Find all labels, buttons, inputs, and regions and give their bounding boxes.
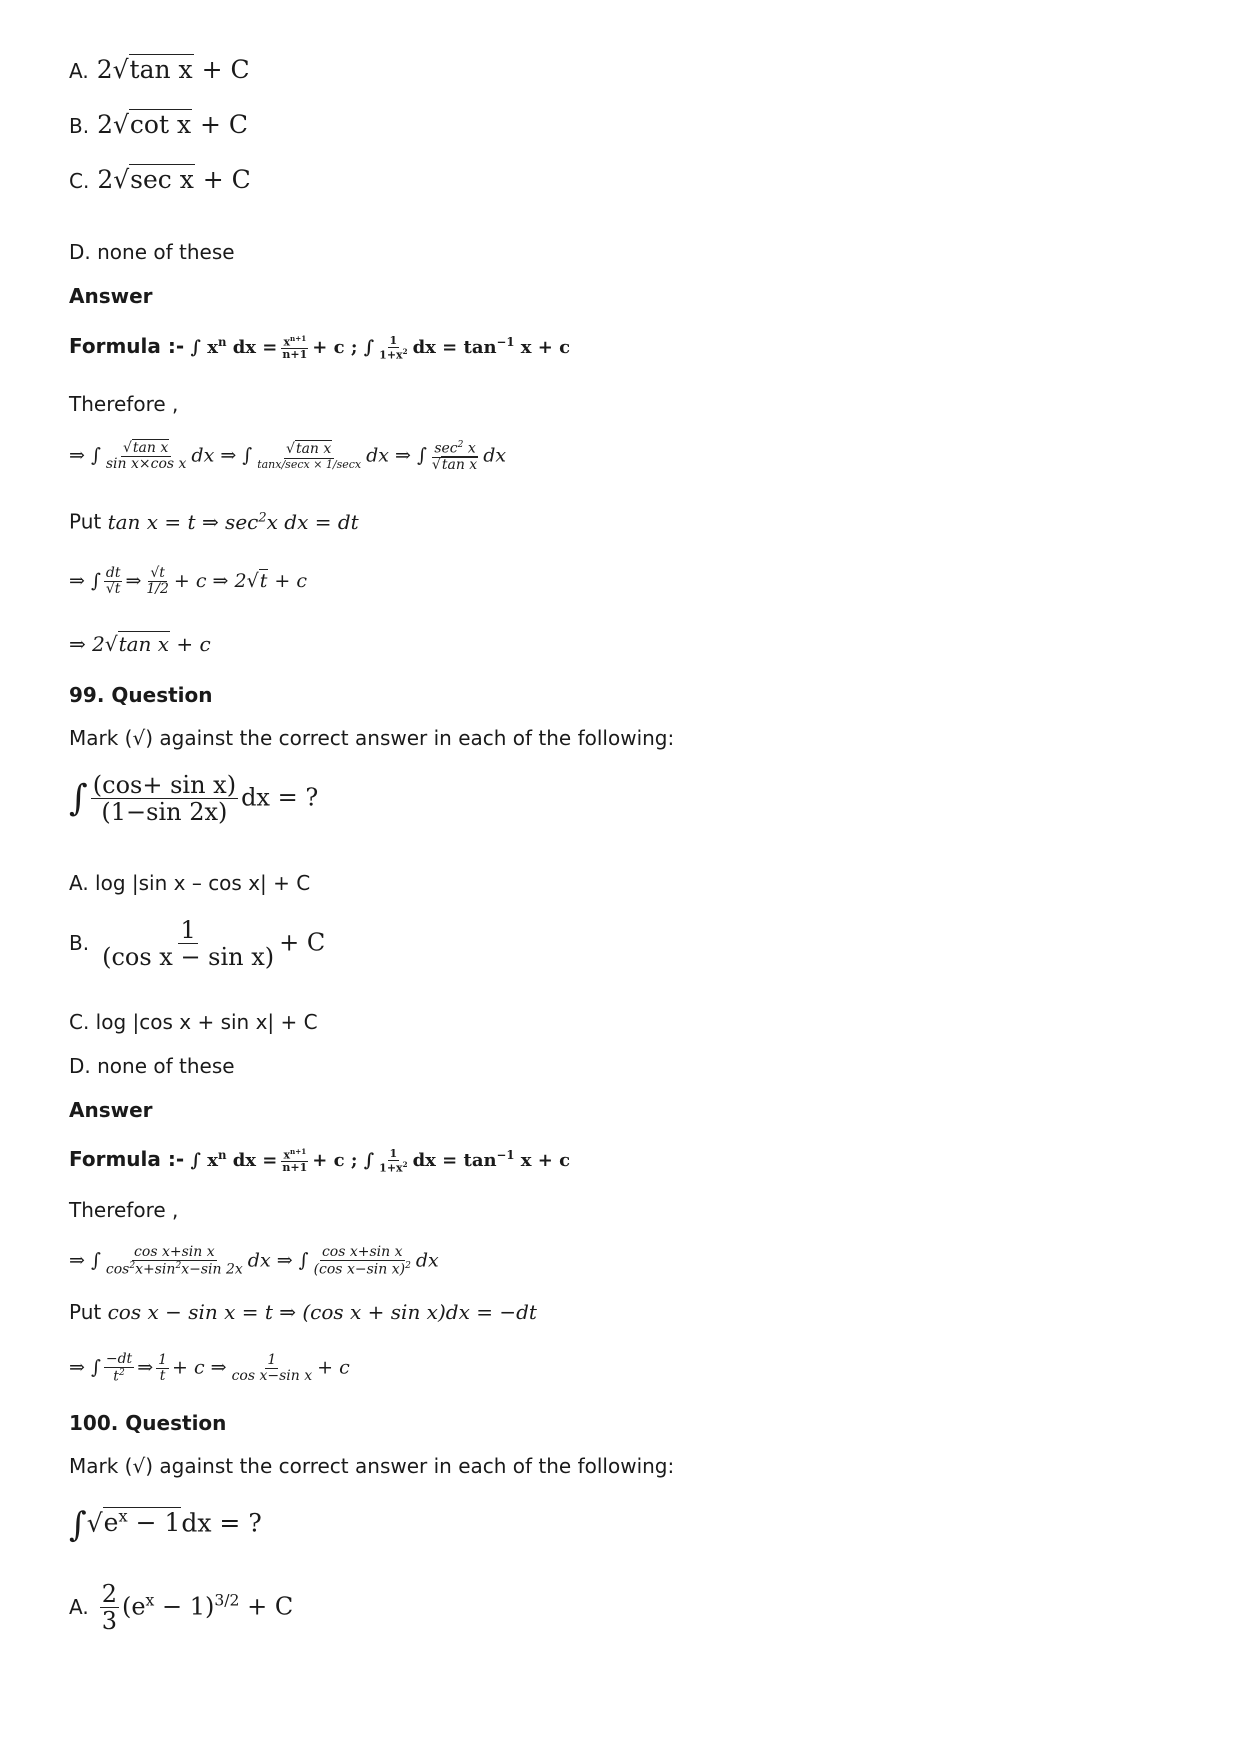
answer-heading: Answer xyxy=(69,284,153,308)
q99-option-d: D. none of these xyxy=(69,1054,235,1078)
formula-label: Formula :- xyxy=(69,334,185,358)
step-2: ⇒ ∫ $\frac{dt}{√t}$ ⇒ $\frac{√t}{1/2}$ + c ⇒ 2√t + c xyxy=(69,565,307,598)
q99-formula-label: Formula :- xyxy=(69,1147,185,1171)
step-3: ⇒ 2√tan x + c xyxy=(69,632,211,656)
put-line-1: Put tan x = t ⇒ $\sec^2x$ dx = dt xyxy=(69,509,359,534)
therefore-text: Therefore , xyxy=(69,392,179,416)
option-a-label: A. xyxy=(69,59,89,83)
q99-therefore-text: Therefore , xyxy=(69,1198,179,1222)
option-a: A. 2√tan x + C xyxy=(69,55,250,84)
q100-option-a: A. $\frac{2}{3}$ $(e^x - 1)^{3/2} + C$ xyxy=(69,1580,294,1636)
q99-answer-heading: Answer xyxy=(69,1098,153,1122)
option-d: D. none of these xyxy=(69,240,235,264)
q99-instruction: Mark (√) against the correct answer in each of the following: xyxy=(69,726,675,750)
option-b: B. 2√cot x + C xyxy=(69,110,249,139)
q99-heading: 99. Question xyxy=(69,683,213,707)
q99-option-b-label: B. xyxy=(69,931,90,956)
q99-step-1: ⇒ ∫ $\frac{\text{cos x+sin x}}{\cos^2x+\sin^2x-\sin 2x}$ dx ⇒ ∫ $\frac{\text{cos x+sin x}}{(\cos x-\sin x)^2}$ dx xyxy=(69,1244,439,1279)
q100-instruction: Mark (√) against the correct answer in each of the following: xyxy=(69,1454,675,1478)
option-a-expr: tan x xyxy=(129,55,193,84)
q99-put-line: Put cos x − sin x = t ⇒ (cos x + sin x)dx = −dt xyxy=(69,1300,537,1324)
option-c-expr: sec x xyxy=(130,165,194,194)
option-c: C. 2√sec x + C xyxy=(69,165,251,194)
put-label: Put xyxy=(69,509,102,534)
q99-step-2: ⇒ ∫ $\frac{-dt}{t^2}$ ⇒ $\frac{1}{t}$ + c ⇒ $\frac{1}{\text{cos x−sin x}}$ + c xyxy=(69,1351,350,1386)
q100-option-a-label: A. xyxy=(69,1595,89,1620)
option-c-label: C. xyxy=(69,169,90,193)
q99-question: ∫ $\frac{\text{(cos+ sin x)}}{(1-\sin 2x)}$ dx = ? xyxy=(69,771,319,827)
q100-heading: 100. Question xyxy=(69,1411,227,1435)
q99-option-c: C. log |cos x + sin x| + C xyxy=(69,1010,318,1034)
q100-question: $\int√e^x - 1dx$ = ? xyxy=(69,1504,262,1545)
q99-formula-line: Formula :- ∫ $x^n$ dx = $\frac{x^{n+1}}{n+1}$ + c ; ∫ $\frac{1}{1+x^2}$ dx = $\tan^{-1} x + c$ xyxy=(69,1146,571,1175)
q99-option-a: A. log |sin x – cos x| + C xyxy=(69,871,311,895)
option-b-expr: cot x xyxy=(129,110,192,139)
q99-option-b: B. $\frac{1}{\text{(cos x − sin x)}}$ + C xyxy=(69,916,326,972)
step-1: ⇒ ∫ $\frac{\text{√tan x}}{\text{sin x×cos x}}$ dx ⇒ ∫ √tan x tanx/secx × 1/secx dx ⇒ ∫ $\sec^2 x$ √tan x dx xyxy=(69,439,507,474)
option-b-label: B. xyxy=(69,114,90,138)
q99-put-label: Put xyxy=(69,1300,102,1324)
formula-line: Formula :- ∫ $x^n$ dx = $\frac{x^{n+1}}{n+1}$ + c ; ∫ $\frac{1}{1+x^2}$ dx = $\tan^{-1} x + c$ xyxy=(69,333,571,362)
